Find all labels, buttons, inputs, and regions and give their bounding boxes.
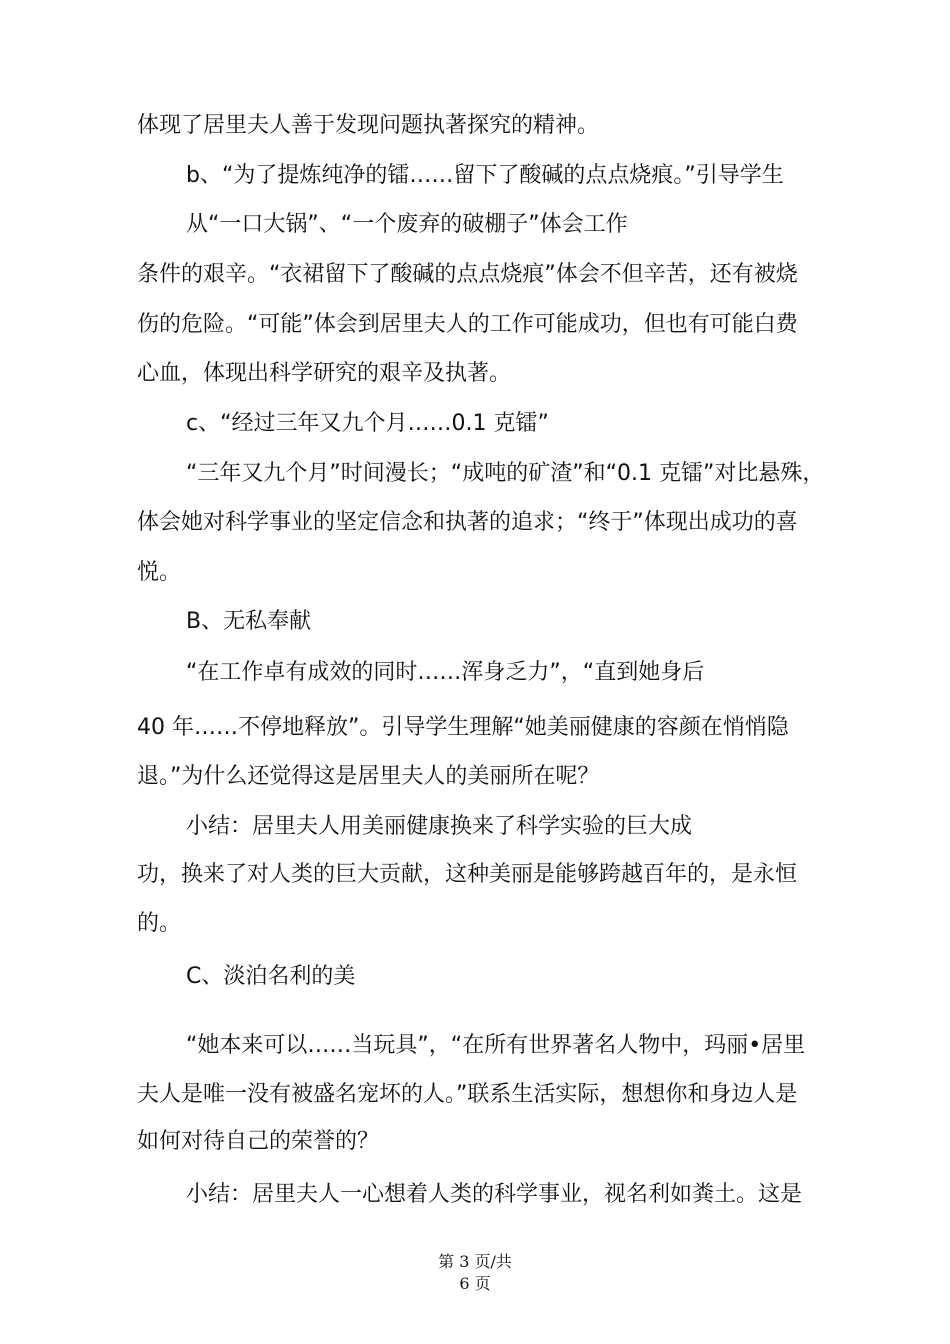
- paragraph-line: “她本来可以……当玩具”，“在所有世界著名人物中，玛丽•居里: [186, 1033, 806, 1058]
- paragraph-line: “三年又九个月”时间漫长；“成吨的矿渣”和“0.1 克镭”对比悬殊，: [186, 461, 825, 486]
- section-heading: B、无私奉献: [186, 609, 312, 634]
- paragraph-line: 退。”为什么还觉得这是居里夫人的美丽所在呢？: [137, 764, 600, 789]
- paragraph-line: 悦。: [137, 560, 182, 585]
- paragraph-line: 伤的危险。“可能”体会到居里夫人的工作可能成功，但也有可能白费: [137, 312, 798, 337]
- paragraph-line: 体会她对科学事业的坚定信念和执著的追求；“终于”体现出成功的喜: [137, 510, 798, 535]
- summary-line: 小结：居里夫人一心想着人类的科学事业，视名利如粪土。这是: [186, 1182, 803, 1207]
- paragraph-line: “在工作卓有成效的同时……浑身乏力”，“直到她身后: [186, 660, 705, 685]
- paragraph-line: 如何对待自己的荣誉的？: [137, 1129, 380, 1154]
- paragraph-line: 心血，体现出科学研究的艰辛及执著。: [137, 361, 512, 386]
- paragraph-line: 体现了居里夫人善于发现问题执著探究的精神。: [137, 113, 600, 138]
- paragraph-line: 功，换来了对人类的巨大贡献，这种美丽是能够跨越百年的，是永恒: [137, 862, 798, 887]
- paragraph-line: 夫人是唯一没有被盛名宠坏的人。”联系生活实际，想想你和身边人是: [137, 1082, 798, 1107]
- paragraph-line: 条件的艰辛。“衣裙留下了酸碱的点点烧痕”体会不但辛苦，还有被烧: [137, 262, 798, 287]
- paragraph-line: b、“为了提炼纯净的镭……留下了酸碱的点点烧痕。”引导学生: [186, 163, 784, 188]
- section-heading: C、淡泊名利的美: [186, 964, 356, 989]
- page-number-line-2: 6 页: [459, 1274, 491, 1293]
- page-number-line-1: 第 3 页/共: [438, 1252, 512, 1271]
- paragraph-line: 40 年……不停地释放”。引导学生理解“她美丽健康的容颜在悄悄隐: [137, 715, 789, 740]
- paragraph-line: c、“经过三年又九个月……0.1 克镭”: [186, 411, 549, 436]
- paragraph-line: 从“一口大锅”、“一个废弃的破棚子”体会工作: [186, 212, 628, 237]
- summary-line: 小结：居里夫人用美丽健康换来了科学实验的巨大成: [186, 814, 693, 839]
- paragraph-line: 的。: [137, 911, 182, 936]
